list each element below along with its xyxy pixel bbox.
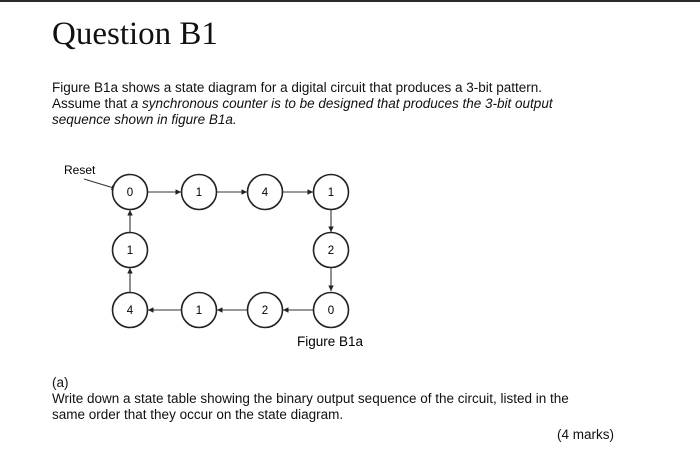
part-a [52, 375, 652, 423]
state-node-s3 [248, 175, 283, 210]
state-label-s1: 0 [126, 187, 134, 199]
state-node-s10 [113, 233, 148, 268]
part-a-text-line-2: same order that they occur on the state diagram. [52, 407, 344, 422]
reset-label: Reset [64, 163, 96, 177]
intro-line-2-italic: a synchronous counter is to be designed that produces the 3-bit output [130, 96, 553, 111]
intro-line-3-italic: sequence shown in figure B1a. [52, 112, 237, 127]
state-node-s7 [248, 293, 283, 328]
state-node-s5 [314, 233, 349, 268]
state-label-s6: 0 [327, 305, 335, 317]
state-node-s1 [113, 175, 148, 210]
state-label-s10: 1 [126, 245, 134, 257]
state-label-s8: 1 [195, 305, 203, 317]
intro-line-1: Figure B1a shows a state diagram for a digital circuit that produces a 3-bit pattern. [52, 80, 543, 95]
state-node-s8 [182, 293, 217, 328]
state-nodes [113, 175, 349, 328]
state-node-s9 [113, 293, 148, 328]
state-label-s7: 2 [261, 305, 269, 317]
state-label-s9: 4 [126, 305, 134, 317]
transition-arrows [130, 192, 331, 310]
state-node-s4 [314, 175, 349, 210]
figure-caption: Figure B1a [297, 334, 364, 349]
part-a-text-line-1: Write down a state table showing the binary output sequence of the circuit, listed in the [52, 391, 569, 406]
state-label-s4: 1 [327, 187, 335, 199]
part-a-label: (a) [52, 375, 69, 390]
state-label-s5: 2 [327, 245, 335, 257]
reset-arrow [84, 179, 117, 189]
state-label-s2: 1 [195, 187, 203, 199]
state-node-s6 [314, 293, 349, 328]
question-title: Question B1 [52, 16, 218, 52]
part-a-marks: (4 marks) [557, 427, 614, 442]
intro-line-2-plain: Assume that [52, 96, 131, 111]
state-node-s2 [182, 175, 217, 210]
state-label-s3: 4 [261, 187, 269, 199]
